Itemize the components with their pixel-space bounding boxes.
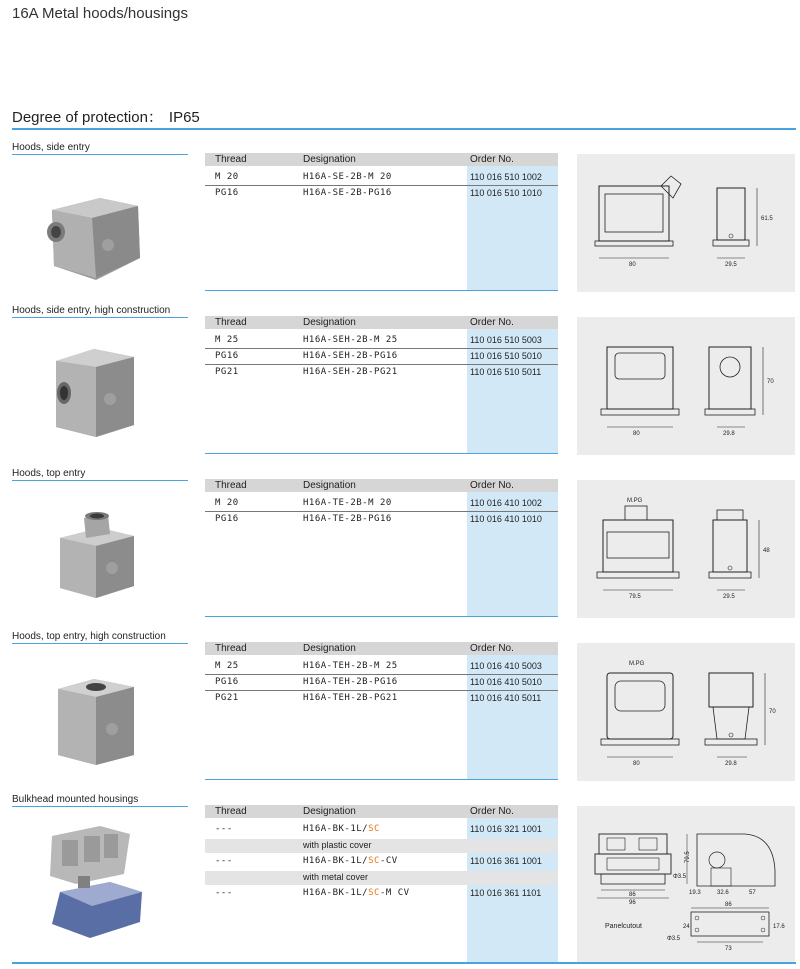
order-cell: 110 016 510 5011 [470, 367, 542, 377]
section-rule [12, 480, 188, 481]
thread-cell: M 25 [215, 661, 239, 671]
dim-86: 86 [629, 892, 636, 898]
dim-32-6: 32.6 [717, 890, 729, 896]
designation-suffix: -CV [379, 856, 398, 866]
designation-cell: H16A-TE-2B-M 20 [303, 498, 392, 508]
dimension-drawing [577, 643, 795, 781]
dim-57: 57 [749, 890, 756, 896]
designation-header: Designation [303, 480, 356, 491]
thread-header: Thread [215, 643, 247, 654]
order-cell: 110 016 321 1001 [470, 824, 542, 834]
dim-24: 24 [683, 924, 690, 930]
dim-depth: 29.8 [723, 431, 735, 437]
table-header [205, 642, 558, 655]
designation-prefix: H16A-BK-1L/ [303, 888, 369, 898]
designation-prefix: H16A-BK-1L/ [303, 824, 369, 834]
dim-width: 80 [633, 431, 640, 437]
bulkhead-housing-image [30, 822, 160, 942]
table-bottom-rule [205, 779, 558, 780]
table-row [205, 350, 558, 365]
hood-side-entry-image [30, 170, 160, 280]
designation-header: Designation [303, 317, 356, 328]
hood-top-entry-image [30, 496, 160, 606]
designation-header: Designation [303, 643, 356, 654]
order-cell: 110 016 410 1010 [470, 514, 542, 524]
table-row [205, 823, 558, 837]
thread-cell: --- [215, 888, 233, 898]
hood-top-entry-high-image [30, 659, 160, 769]
order-cell: 110 016 510 1002 [470, 172, 542, 182]
thread-cell: --- [215, 856, 233, 866]
designation-cell: H16A-SE-2B-M 20 [303, 172, 392, 182]
dim-thread: M.PG [629, 661, 645, 667]
dim-hole-b: Φ3.5 [667, 936, 681, 942]
order-cell: 110 016 410 5010 [470, 677, 542, 687]
dim-hole-a: Φ3.5 [673, 874, 687, 880]
dimension-drawing [577, 154, 795, 292]
order-table [205, 153, 558, 291]
table-row [205, 660, 558, 675]
order-cell: 110 016 410 5011 [470, 693, 542, 703]
table-row [205, 513, 558, 527]
dimension-drawing [577, 806, 795, 964]
dimension-drawing [577, 317, 795, 455]
table-row [205, 171, 558, 186]
order-cell: 110 016 510 1010 [470, 188, 542, 198]
section-rule [12, 317, 188, 318]
hood-side-entry-high-image [30, 333, 160, 443]
protection-label: Degree of protection： [12, 109, 163, 126]
dim-depth: 29.5 [723, 594, 735, 600]
dim-height: 70 [769, 709, 776, 715]
table-row [205, 497, 558, 512]
protection-value: IP65 [168, 109, 200, 126]
designation-sc: SC [368, 888, 380, 898]
order-cell: 110 016 361 1101 [470, 888, 542, 898]
table-row [205, 366, 558, 380]
thread-cell: PG16 [215, 677, 239, 687]
section-top-entry-high [0, 629, 800, 792]
thread-header: Thread [215, 806, 247, 817]
designation-cell [303, 888, 410, 898]
footer-rule [12, 962, 796, 964]
dim-width: 80 [633, 761, 640, 767]
table-note-row [205, 839, 558, 853]
table-bottom-rule [205, 453, 558, 454]
order-cell: 110 016 510 5003 [470, 335, 542, 345]
table-row [205, 334, 558, 349]
thread-cell: PG16 [215, 351, 239, 361]
order-table [205, 805, 558, 963]
dim-79-5: 79.5 [685, 851, 691, 863]
order-header: Order No. [470, 317, 514, 328]
order-cell: 110 016 361 1001 [470, 856, 542, 866]
table-row [205, 187, 558, 201]
table-row [205, 855, 558, 869]
section-title: Hoods, top entry, high construction [12, 631, 166, 642]
designation-cell: H16A-TEH-2B-PG16 [303, 677, 398, 687]
order-table [205, 316, 558, 454]
section-title: Hoods, side entry, high construction [12, 305, 171, 316]
dim-73: 73 [725, 946, 732, 952]
designation-cell: H16A-SE-2B-PG16 [303, 188, 392, 198]
designation-header: Designation [303, 154, 356, 165]
designation-cell: H16A-TEH-2B-PG21 [303, 693, 398, 703]
protection-line [12, 106, 200, 127]
designation-cell [303, 824, 380, 834]
designation-sc: SC [368, 824, 380, 834]
dim-19-3: 19.3 [689, 890, 701, 896]
thread-cell: PG21 [215, 693, 239, 703]
thread-header: Thread [215, 317, 247, 328]
thread-cell: PG16 [215, 188, 239, 198]
designation-cell: H16A-TE-2B-PG16 [303, 514, 392, 524]
section-title: Hoods, top entry [12, 468, 86, 479]
dim-96: 96 [629, 900, 636, 906]
designation-header: Designation [303, 806, 356, 817]
order-cell: 110 016 410 1002 [470, 498, 542, 508]
order-table [205, 642, 558, 780]
table-header [205, 153, 558, 166]
table-bottom-rule [205, 290, 558, 291]
order-header: Order No. [470, 806, 514, 817]
table-row [205, 692, 558, 706]
table-row [205, 887, 558, 901]
order-header: Order No. [470, 154, 514, 165]
thread-cell: M 20 [215, 498, 239, 508]
table-header [205, 805, 558, 818]
section-top-entry [0, 466, 800, 629]
thread-cell: --- [215, 824, 233, 834]
dim-width: 80 [629, 262, 636, 268]
dim-depth: 29.8 [725, 761, 737, 767]
dim-86b: 86 [725, 902, 732, 908]
thread-cell: PG21 [215, 367, 239, 377]
section-title: Bulkhead mounted housings [12, 794, 139, 805]
thread-cell: M 20 [215, 172, 239, 182]
section-rule [12, 806, 188, 807]
order-header: Order No. [470, 480, 514, 491]
order-cell: 110 016 510 5010 [470, 351, 542, 361]
dim-height: 61.5 [761, 216, 773, 222]
designation-sc: SC [368, 856, 380, 866]
section-rule [12, 154, 188, 155]
thread-cell: M 25 [215, 335, 239, 345]
designation-cell: H16A-SEH-2B-PG21 [303, 367, 398, 377]
section-title: Hoods, side entry [12, 142, 90, 153]
note-cell: with plastic cover [303, 840, 372, 850]
order-table [205, 479, 558, 617]
designation-cell: H16A-SEH-2B-PG16 [303, 351, 398, 361]
table-row [205, 676, 558, 691]
section-side-entry-high [0, 303, 800, 466]
page-title: 16A Metal hoods/housings [12, 5, 188, 22]
order-cell: 110 016 410 5003 [470, 661, 542, 671]
panel-cutout-label: Panelcutout [605, 923, 642, 930]
designation-cell: H16A-SEH-2B-M 25 [303, 335, 398, 345]
thread-header: Thread [215, 480, 247, 491]
designation-suffix: -M CV [379, 888, 410, 898]
dim-thread: M.PG [627, 498, 643, 504]
section-rule [12, 643, 188, 644]
dim-depth: 29.5 [725, 262, 737, 268]
dim-17-6: 17.6 [773, 924, 785, 930]
dim-height: 70 [767, 379, 774, 385]
dim-width: 79.5 [629, 594, 641, 600]
table-header [205, 316, 558, 329]
section-side-entry [0, 140, 800, 303]
thread-cell: PG16 [215, 514, 239, 524]
thread-header: Thread [215, 154, 247, 165]
table-header [205, 479, 558, 492]
designation-prefix: H16A-BK-1L/ [303, 856, 369, 866]
table-bottom-rule [205, 616, 558, 617]
dim-height: 48 [763, 548, 770, 554]
designation-cell: H16A-TEH-2B-M 25 [303, 661, 398, 671]
dimension-drawing [577, 480, 795, 618]
note-cell: with metal cover [303, 872, 369, 882]
section-bulkhead [0, 792, 800, 962]
designation-cell [303, 856, 398, 866]
order-header: Order No. [470, 643, 514, 654]
header-rule [12, 128, 796, 130]
table-note-row [205, 871, 558, 885]
